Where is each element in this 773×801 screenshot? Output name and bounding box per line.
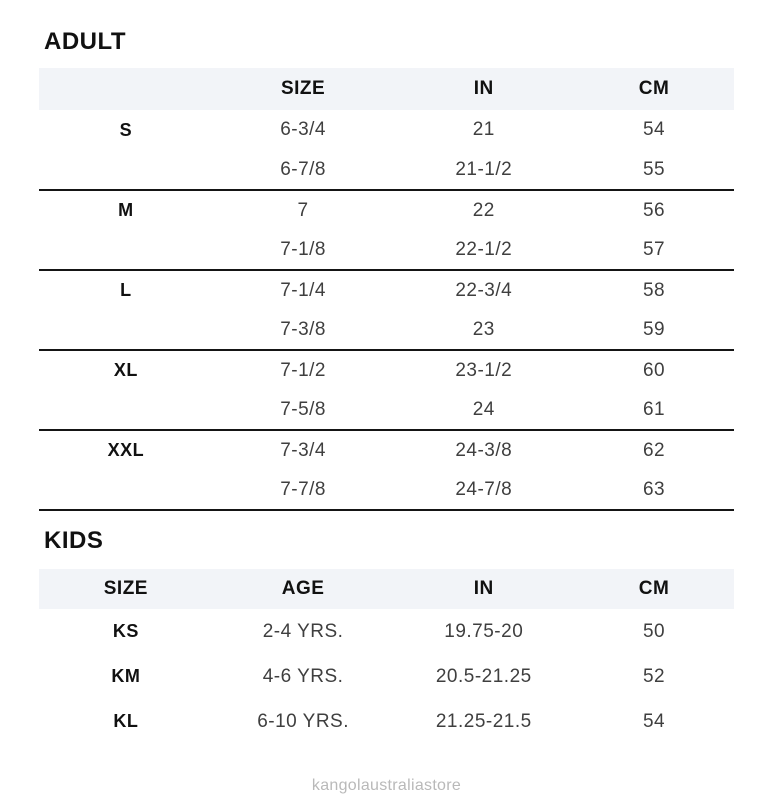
table-row: [39, 110, 734, 150]
adult-group-s: [39, 110, 734, 190]
table-row: [39, 150, 734, 190]
age-cell: 4-6 YRS.: [262, 665, 344, 687]
in-cell: 21: [472, 119, 495, 140]
cm-cell: 61: [642, 398, 666, 420]
kids-table-header: [39, 569, 734, 609]
adult-section-heading: ADULT: [44, 28, 127, 55]
in-cell: 24-7/8: [455, 478, 513, 500]
in-cell: 19.75-20: [444, 620, 524, 642]
cm-cell: 57: [642, 238, 666, 260]
table-row: [39, 310, 734, 350]
cm-cell: 63: [642, 478, 666, 500]
cm-cell: 50: [642, 620, 666, 642]
table-row: [39, 654, 734, 699]
cm-cell: 58: [642, 279, 666, 301]
cm-cell: 62: [642, 439, 666, 461]
size-cell: 6-7/8: [280, 158, 326, 180]
adult-col-in: IN: [393, 68, 574, 110]
row-label: XXL: [107, 440, 145, 460]
kids-header-row: [39, 569, 734, 609]
table-row: [39, 350, 734, 390]
row-label: M: [118, 200, 134, 220]
size-cell: 7-3/8: [280, 318, 326, 340]
age-cell: 2-4 YRS.: [262, 620, 344, 642]
table-row: [39, 270, 734, 310]
adult-group-m: [39, 190, 734, 270]
table-row: [39, 390, 734, 430]
row-label: KL: [113, 711, 139, 731]
row-label: KM: [111, 666, 141, 686]
size-cell: 7: [297, 199, 309, 221]
cm-cell: 59: [642, 318, 666, 340]
row-label: KS: [112, 621, 139, 641]
kids-section-heading: KIDS: [44, 527, 104, 554]
table-row: [39, 190, 734, 230]
size-cell: 7-3/4: [280, 439, 326, 461]
adult-col-cm: CM: [574, 68, 734, 110]
size-cell: 7-7/8: [280, 478, 326, 500]
cm-cell: 60: [642, 359, 666, 381]
size-cell: 7-1/2: [280, 359, 326, 381]
in-cell: 23-1/2: [455, 359, 513, 381]
size-cell: 7-5/8: [280, 398, 326, 420]
row-label-empty: [39, 470, 213, 510]
in-cell: 20.5-21.25: [435, 665, 532, 687]
adult-header-row: [39, 68, 734, 110]
in-cell: 22-3/4: [455, 279, 513, 301]
row-label-empty: [39, 310, 213, 350]
cm-cell: 55: [642, 158, 666, 180]
cm-cell: 54: [642, 710, 666, 732]
kids-col-cm: CM: [574, 569, 734, 609]
kids-table-body: [39, 609, 734, 744]
kids-size-table: [39, 569, 734, 744]
in-cell: 21.25-21.5: [435, 710, 532, 732]
adult-group-xxl: [39, 430, 734, 510]
in-cell: 24-3/8: [455, 439, 513, 461]
size-cell: 7-1/8: [280, 238, 326, 260]
in-cell: 23: [472, 318, 495, 340]
size-cell: 6-3/4: [280, 119, 326, 140]
row-label-empty: [39, 390, 213, 430]
table-row: [39, 230, 734, 270]
in-cell: 24: [472, 398, 495, 420]
adult-size-table: [39, 68, 734, 511]
table-row: [39, 609, 734, 654]
adult-col-blank: [39, 68, 213, 110]
table-row: [39, 430, 734, 470]
in-cell: 21-1/2: [455, 158, 513, 180]
in-cell: 22-1/2: [455, 238, 513, 260]
store-watermark: kangolaustraliastore: [311, 777, 462, 794]
size-chart-page: [0, 28, 773, 744]
kids-col-age: AGE: [213, 569, 394, 609]
row-label-empty: [39, 230, 213, 270]
age-cell: 6-10 YRS.: [257, 710, 349, 732]
table-row: [39, 470, 734, 510]
size-cell: 7-1/4: [280, 279, 326, 301]
row-label: L: [120, 280, 132, 300]
cm-cell: 56: [642, 199, 666, 221]
row-label: S: [119, 119, 133, 140]
table-row: [39, 699, 734, 744]
adult-table-header: [39, 68, 734, 110]
row-label-empty: [39, 150, 213, 190]
adult-group-xl: [39, 350, 734, 430]
row-label: XL: [113, 360, 138, 380]
cm-cell: 54: [642, 119, 666, 140]
kids-col-in: IN: [393, 569, 574, 609]
cm-cell: 52: [642, 665, 666, 687]
adult-col-size: SIZE: [213, 68, 394, 110]
in-cell: 22: [472, 199, 495, 221]
kids-col-size: SIZE: [39, 569, 213, 609]
adult-group-l: [39, 270, 734, 350]
